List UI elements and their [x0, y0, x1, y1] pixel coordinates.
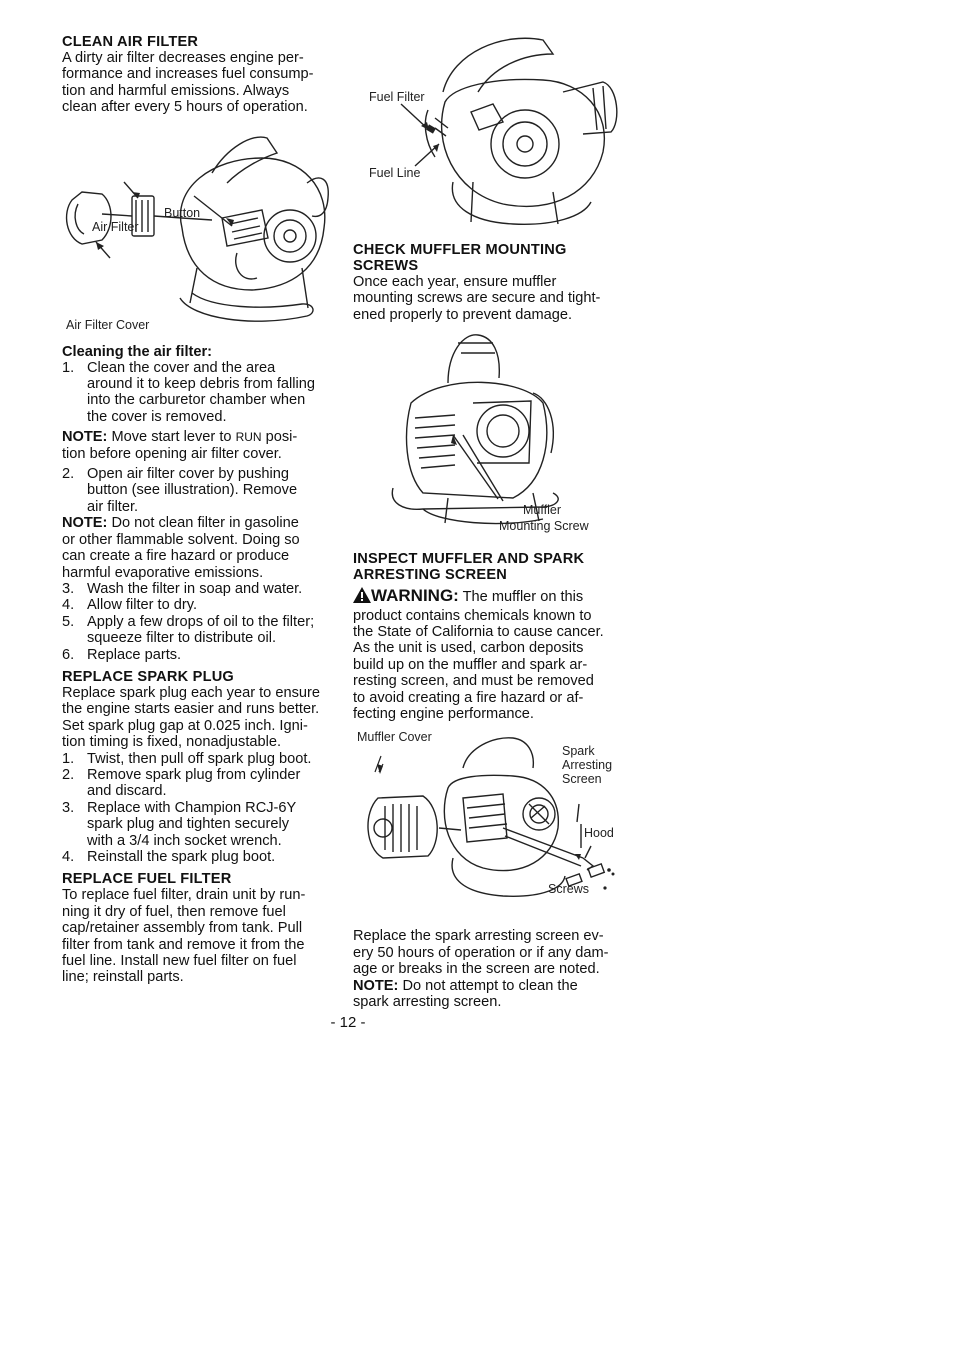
label-hood: Hood	[584, 826, 614, 841]
cleaning-steps-part3	[62, 581, 334, 663]
label-fuel-line: Fuel Line	[369, 166, 421, 180]
label-button: Button	[164, 205, 201, 220]
fuel-filter-illustration	[353, 32, 625, 238]
list-item: 1. Clean the cover and the area around it to keep debris from falling into the carburetor chamber when the cover is removed.	[62, 359, 315, 425]
fuel-filter-figure	[353, 32, 625, 238]
label-fuel-filter: Fuel Filter	[369, 90, 425, 104]
list-item: 4. Reinstall the spark plug boot.	[62, 849, 276, 865]
page-number: - 12 -	[330, 1014, 366, 1031]
muffler-screws-text: Once each year, ensure muffler mounting screws are secure and tight- ened properly to prevent damage.	[353, 274, 601, 323]
label-screws: Screws	[548, 882, 589, 897]
left-column	[62, 34, 334, 986]
warning-text: WARNING: The muffler on this product contains chemicals known to the State of California to cause cancer. As the unit is used, carbon deposits build up on the muffler and spark ar- resting screen, and must be removed to avoid creating a fire hazard or af- fecting engine performance.	[353, 586, 604, 723]
label-air-filter: Air Filter	[92, 219, 139, 234]
cleaning-heading: Cleaning the air filter:	[62, 343, 213, 360]
muffler-screw-illustration	[353, 323, 625, 541]
air-filter-figure	[62, 118, 334, 338]
cleaning-steps-part1	[62, 360, 334, 426]
list-item: 1. Twist, then pull off spark plug boot.	[62, 750, 312, 767]
fuel-filter-text: To replace fuel filter, drain unit by run- ning it dry of fuel, then remove fuel cap/retainer assembly from tank. Pull filter from tank and remove it from the fuel line. Install new fuel filter on fuel line; reinstall parts.	[62, 887, 306, 986]
spark-plug-steps	[62, 751, 334, 866]
inspect-heading: INSPECT MUFFLER AND SPARK ARRESTING SCREEN	[353, 551, 585, 584]
list-item: 2. Open air filter cover by pushing button (see illustration). Remove air filter.	[62, 466, 298, 515]
label-muffler-cover: Muffler Cover	[357, 730, 432, 745]
label-muffler: Muffler	[523, 503, 561, 518]
label-spark: Spark	[562, 744, 595, 759]
note-run-lever: NOTE: Move start lever to RUN posi- tion before opening air filter cover.	[62, 429, 298, 462]
list-item: 2. Remove spark plug from cylinder and discard.	[62, 766, 301, 800]
spark-plug-heading: REPLACE SPARK PLUG	[62, 668, 234, 685]
list-item: 4. Allow filter to dry.	[62, 597, 198, 614]
note-solvent: NOTE: Do not clean filter in gasoline or other flammable solvent. Doing so can create a fire hazard or produce harmful evaporative emissions.	[62, 515, 300, 581]
list-item: 6. Replace parts.	[62, 646, 182, 663]
spark-screen-figure	[353, 728, 625, 918]
cleaning-steps-part2	[62, 466, 334, 515]
label-screen: Screen	[562, 772, 602, 787]
fuel-filter-heading: REPLACE FUEL FILTER	[62, 871, 232, 888]
right-column	[353, 32, 625, 1011]
list-item: 5. Apply a few drops of oil to the filter; squeeze filter to distribute oil.	[62, 613, 315, 647]
air-filter-heading: CLEAN AIR FILTER	[62, 34, 199, 50]
replace-screen-text: Replace the spark arresting screen ev- ery 50 hours of operation or if any dam- age or breaks in the screen are noted. NOTE: Do not attempt to clean the spark arresting screen.	[353, 928, 609, 1011]
muffler-screw-figure	[353, 323, 625, 541]
list-item: 3. Wash the filter in soap and water.	[62, 580, 303, 597]
warning-icon	[353, 587, 371, 607]
label-arresting: Arresting	[562, 758, 613, 773]
spark-plug-intro: Replace spark plug each year to ensure the engine starts easier and runs better. Set spark plug gap at 0.025 inch. Igni- tion timing is fixed, nonadjustable.	[62, 684, 320, 751]
muffler-screws-heading: CHECK MUFFLER MOUNTING SCREWS	[353, 242, 567, 274]
label-mounting-screw: Mounting Screw	[499, 519, 589, 534]
label-air-filter-cover: Air Filter Cover	[66, 317, 150, 332]
list-item: 3. Replace with Champion RCJ-6Y spark plug and tighten securely with a 3/4 inch socket wrench.	[62, 799, 297, 849]
air-filter-intro: A dirty air filter decreases engine per- formance and increases fuel consump- tion and harmful emissions. Always clean after every 5 hours of operation.	[62, 50, 314, 116]
